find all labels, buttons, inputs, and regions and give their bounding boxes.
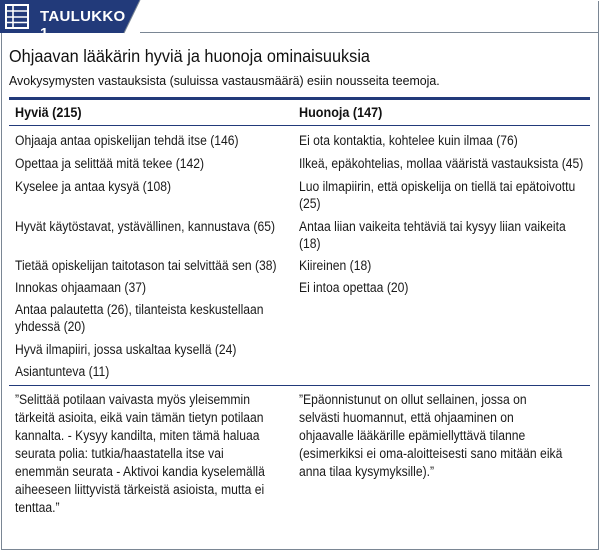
list-item: Ei ota kontaktia, kohtelee kuin ilmaa (76) bbox=[299, 133, 518, 148]
good-quote-cell bbox=[9, 391, 299, 517]
list-item: Ei intoa opettaa (20) bbox=[299, 280, 409, 295]
list-item: Kyselee ja antaa kysyä (108) bbox=[15, 179, 172, 194]
traits-body bbox=[9, 126, 590, 385]
list-item: Antaa liian vaikeita tehtäviä tai kysyy liian vaikeita (18) bbox=[299, 219, 566, 251]
list-item: Innokas ohjaamaan (37) bbox=[15, 280, 147, 295]
header-row bbox=[9, 100, 590, 125]
caption bbox=[9, 46, 589, 88]
list-item: Opettaa ja selittää mitä tekee (142) bbox=[15, 156, 205, 171]
good-column-header: Hyviä (215) bbox=[15, 103, 82, 120]
good-quote: ”Selittää potilaan vaivasta myös yleisemmin tärkeitä asioita, eikä vain tämän tietyn potilaan kannalta. - Kysyy kandilta, miten tämä haluaa seurata polia: tutkia/haastatella itse vai enemmän seurata - Aktivoi kandia kyselemällä aiheeseen liittyvistä tärkeistä asioista, mutta ei tenttaa.” bbox=[15, 392, 265, 515]
bad-quote: ”Epäonnistunut on ollut sellainen, jossa on selvästi huomannut, että ohjaaminen on ohjaavalle lääkärille epämiellyttävä tilanne (esimerkiksi ei oma-aloitteisesti sano mitään eikä anna tilaa kysymyksille).” bbox=[299, 392, 563, 479]
top-rule bbox=[140, 32, 598, 33]
list-item: Antaa palautetta (26), tilanteista keskustellaan yhdessä (20) bbox=[15, 302, 264, 334]
bad-traits-list bbox=[299, 132, 590, 385]
list-item: Hyvät käytöstavat, ystävällinen, kannustava (65) bbox=[15, 219, 276, 234]
table-title: Ohjaavan lääkärin hyviä ja huonoja ominaisuuksia bbox=[9, 46, 370, 66]
table-list-icon bbox=[2, 2, 32, 31]
list-item: Luo ilmapiirin, että opiskelija on tiellä tai epätoivottu (25) bbox=[299, 179, 576, 211]
good-traits-list bbox=[9, 132, 299, 385]
table-label-tab bbox=[0, 0, 140, 42]
quotes-row bbox=[9, 386, 590, 517]
bad-column-header: Huonoja (147) bbox=[299, 103, 383, 120]
list-item: Ilkeä, epäkohtelias, mollaa vääristä vastauksista (45) bbox=[299, 156, 584, 171]
table-label: TAULUKKO 1. bbox=[40, 8, 126, 42]
table-subtitle: Avokysymysten vastauksista (suluissa vastausmäärä) esiin nousseita teemoja. bbox=[9, 73, 440, 88]
list-item: Asiantunteva (11) bbox=[15, 364, 110, 379]
list-item: Ohjaaja antaa opiskelijan tehdä itse (146) bbox=[15, 133, 239, 148]
traits-table bbox=[9, 97, 590, 517]
list-item: Kiireinen (18) bbox=[299, 258, 372, 273]
list-item: Tietää opiskelijan taitotason tai selvittää sen (38) bbox=[15, 258, 277, 273]
list-item: Hyvä ilmapiiri, jossa uskaltaa kysellä (24) bbox=[15, 342, 237, 357]
bad-quote-cell bbox=[299, 391, 590, 517]
